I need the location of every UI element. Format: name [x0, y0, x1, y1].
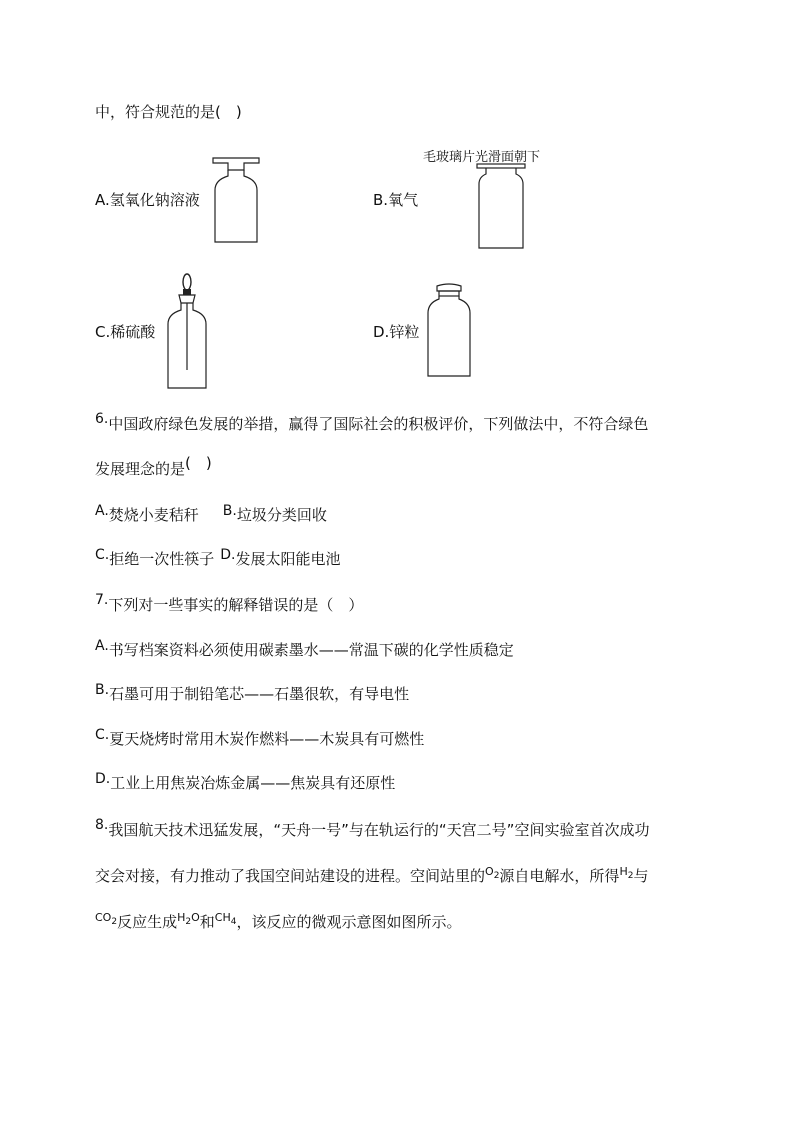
q5-option-a-text: 氢氧化钠溶液: [109, 191, 200, 209]
q5-option-d-letter: D.: [373, 323, 390, 341]
q8-stem-line1-text: 我国航天技术迅猛发展，“天舟一号”与在轨运行的“天宫二号”空间实验室首次成功: [108, 821, 650, 839]
q7-option-a[interactable]: [95, 640, 514, 661]
q5-option-d-text: 锌粒: [389, 323, 420, 341]
q8-stem-line2: [95, 866, 648, 889]
q6-option-c-text: 拒绝一次性筷子: [109, 550, 215, 568]
q5-option-c-letter: C.: [95, 323, 111, 341]
q6-option-a[interactable]: [95, 503, 199, 524]
q6-stem-line1: [95, 411, 649, 435]
q6-option-d-letter: D.: [220, 547, 236, 563]
q6-options-row2: [95, 549, 341, 570]
q8-line3-b: 和: [199, 913, 215, 931]
q5-option-a[interactable]: [95, 190, 200, 210]
q6-options-row1: [95, 505, 327, 526]
gas-jar-icon: [472, 162, 530, 250]
q7-option-d-text: 工业上用焦炭冶炼金属——焦炭具有还原性: [110, 774, 396, 792]
q5-option-c[interactable]: [95, 322, 155, 342]
q7-option-c[interactable]: [95, 729, 424, 750]
q7-option-d-letter: D.: [95, 771, 111, 787]
q7-option-a-text: 书写档案资料必须使用碳素墨水——常温下碳的化学性质稳定: [108, 641, 514, 659]
q7-option-c-letter: C.: [95, 727, 110, 743]
q5-option-b-text: 氧气: [388, 191, 419, 209]
q6-option-c[interactable]: [95, 547, 215, 568]
q6-option-b-text: 垃圾分类回收: [236, 506, 327, 524]
q8-stem-line1: [95, 817, 650, 841]
q8-line3-a: 反应生成: [117, 913, 178, 931]
formula-h2: H2: [619, 865, 634, 881]
q6-option-b-letter: B.: [222, 503, 237, 519]
q7-number: 7.: [95, 592, 109, 608]
q7-stem: [95, 592, 364, 616]
q5-option-b-caption: 毛玻璃片光滑面朝下: [423, 150, 541, 165]
q6-stem-line2-text: 发展理念的是: [95, 460, 186, 478]
q6-option-d-text: 发展太阳能电池: [235, 550, 341, 568]
q7-stem-text: 下列对一些事实的解释错误的是（ ）: [108, 596, 364, 614]
formula-h2o: H2O: [177, 911, 200, 927]
dropper-bottle-icon: [160, 270, 214, 392]
q7-option-a-letter: A.: [95, 638, 109, 654]
q6-stem-line2: [95, 454, 212, 479]
q5-option-b[interactable]: [373, 190, 418, 210]
stoppered-bottle-a-icon: [208, 150, 264, 246]
q5-option-d[interactable]: [373, 322, 419, 342]
formula-co2: CO2: [95, 911, 118, 927]
q6-answer-paren: ( ): [185, 454, 212, 472]
q5-option-c-text: 稀硫酸: [110, 323, 156, 341]
q6-number: 6.: [95, 411, 109, 427]
wide-mouth-bottle-icon: [424, 283, 474, 379]
q7-option-b-letter: B.: [95, 682, 110, 698]
q6-option-a-text: 焚烧小麦秸秆: [108, 506, 199, 524]
q8-stem-line3: [95, 912, 462, 935]
q8-line2-b: 源自电解水，所得: [499, 867, 620, 885]
q6-option-a-letter: A.: [95, 503, 109, 519]
q8-number: 8.: [95, 817, 109, 833]
q6-option-d[interactable]: [220, 547, 341, 568]
q5-option-b-letter: B.: [373, 191, 389, 209]
q6-option-c-letter: C.: [95, 547, 110, 563]
q8-line3-c: ，该反应的微观示意图如图所示。: [236, 913, 462, 931]
q5-stem-tail: 中，符合规范的是( ): [95, 103, 242, 121]
q8-line2-c: 与: [633, 867, 649, 885]
q7-option-b-text: 石墨可用于制铅笔芯——石墨很软，有导电性: [109, 685, 410, 703]
q7-option-c-text: 夏天烧烤时常用木炭作燃料——木炭具有可燃性: [109, 730, 425, 748]
q6-option-b[interactable]: [222, 503, 327, 524]
q6-stem-text: 中国政府绿色发展的举措，赢得了国际社会的积极评价，下列做法中，不符合绿色: [108, 415, 649, 433]
q7-option-b[interactable]: [95, 684, 409, 705]
q5-option-a-letter: A.: [95, 191, 110, 209]
formula-o2: O2: [485, 865, 500, 881]
q7-option-d[interactable]: [95, 773, 395, 794]
formula-ch4: CH4: [214, 911, 237, 927]
q8-line2-a: 交会对接，有力推动了我国空间站建设的进程。空间站里的: [95, 867, 486, 885]
